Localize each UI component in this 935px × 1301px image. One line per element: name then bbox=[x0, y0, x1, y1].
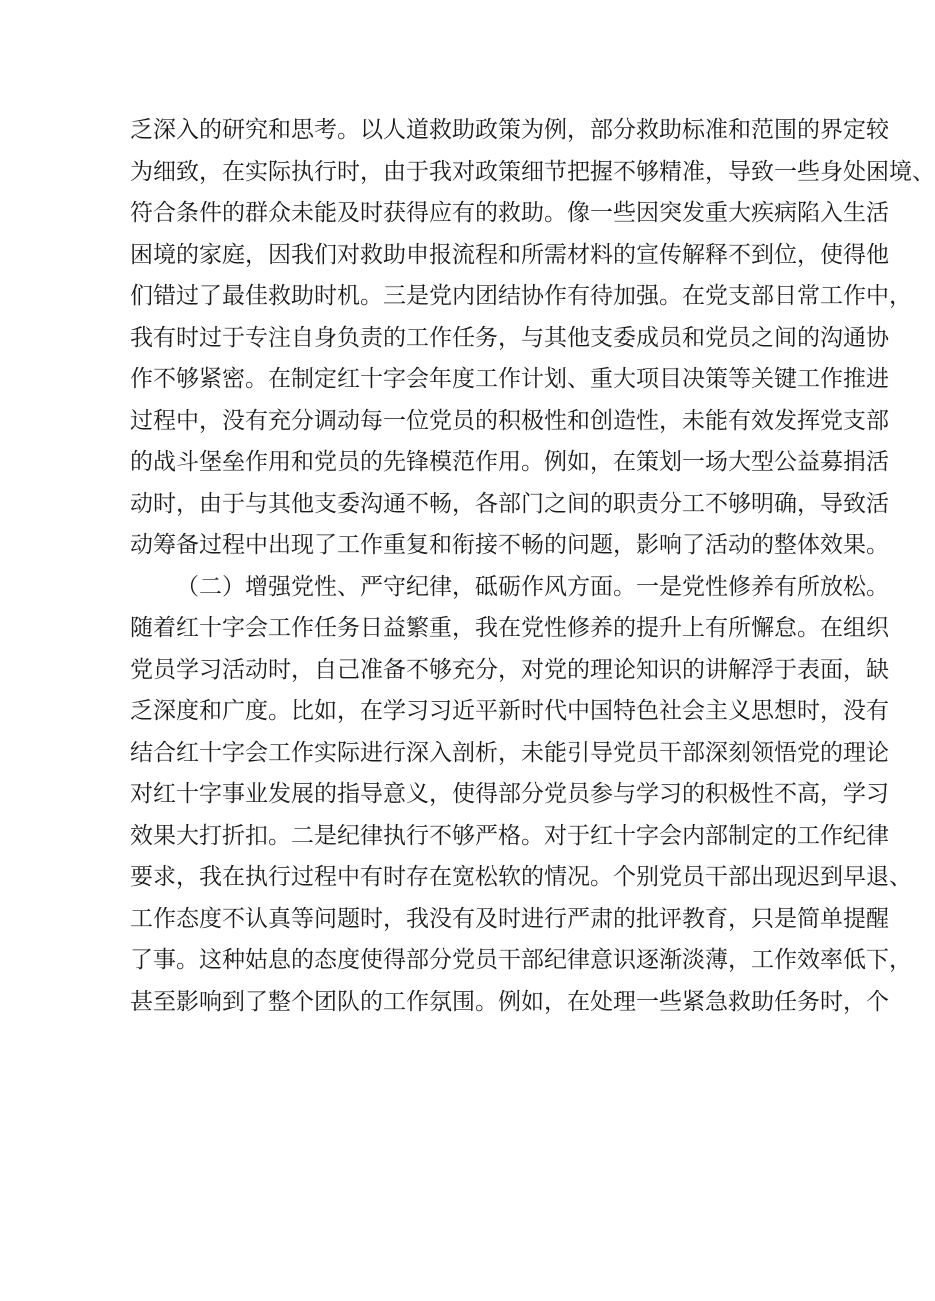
text-line: 困境的家庭，因我们对救助申报流程和所需材料的宣传解释不到位，使得他 bbox=[130, 241, 889, 268]
text-line: 动时，由于与其他支委沟通不畅，各部门之间的职责分工不够明确，导致活 bbox=[130, 490, 889, 517]
text-line: 们错过了最佳救助时机。三是党内团结协作有待加强。在党支部日常工作中， bbox=[130, 283, 912, 309]
section-heading-line: （二）增强党性、严守纪律，砥砺作风方面。一是党性修养有所放松。 bbox=[176, 573, 889, 600]
text-line: 的战斗堡垒作用和党员的先锋模范作用。例如，在策划一场大型公益募捐活 bbox=[130, 449, 889, 475]
text-line: 工作态度不认真等问题时，我没有及时进行严肃的批评教育，只是简单提醒 bbox=[130, 905, 889, 932]
text-line: 符合条件的群众未能及时获得应有的救助。像一些因突发重大疾病陷入生活 bbox=[130, 200, 889, 226]
text-line: 乏深度和广度。比如，在学习习近平新时代中国特色社会主义思想时，没有 bbox=[130, 698, 889, 724]
text-line: 结合红十字会工作实际进行深入剖析，未能引导党员干部深刻领悟党的理论 bbox=[130, 739, 889, 766]
text-line: 动筹备过程中出现了工作重复和衔接不畅的问题，影响了活动的整体效果。 bbox=[130, 532, 889, 558]
text-line: 党员学习活动时，自己准备不够充分，对党的理论知识的讲解浮于表面，缺 bbox=[130, 656, 889, 683]
text-line: 对红十字事业发展的指导意义，使得部分党员参与学习的积极性不高，学习 bbox=[130, 781, 889, 807]
text-line: 乏深入的研究和思考。以人道救助政策为例，部分救助标准和范围的界定较 bbox=[130, 117, 889, 143]
text-line: 要求，我在执行过程中有时存在宽松软的情况。个别党员干部出现迟到早退、 bbox=[130, 864, 912, 890]
text-line: 了事。这种姑息的态度使得部分党员干部纪律意识逐渐淡薄，工作效率低下， bbox=[130, 947, 912, 973]
text-line: 过程中，没有充分调动每一位党员的积极性和创造性，未能有效发挥党支部 bbox=[130, 407, 889, 434]
text-line: 作不够紧密。在制定红十字会年度工作计划、重大项目决策等关键工作推进 bbox=[130, 366, 889, 392]
text-line: 效果大打折扣。二是纪律执行不够严格。对于红十字会内部制定的工作纪律 bbox=[130, 822, 889, 849]
text-line: 甚至影响到了整个团队的工作氛围。例如，在处理一些紧急救助任务时，个 bbox=[130, 988, 889, 1015]
text-line: 为细致，在实际执行时，由于我对政策细节把握不够精准，导致一些身处困境、 bbox=[130, 158, 935, 185]
text-line: 我有时过于专注自身负责的工作任务，与其他支委成员和党员之间的沟通协 bbox=[130, 324, 889, 351]
text-line: 随着红十字会工作任务日益繁重，我在党性修养的提升上有所懈怠。在组织 bbox=[130, 615, 889, 641]
document-body bbox=[130, 110, 935, 1023]
